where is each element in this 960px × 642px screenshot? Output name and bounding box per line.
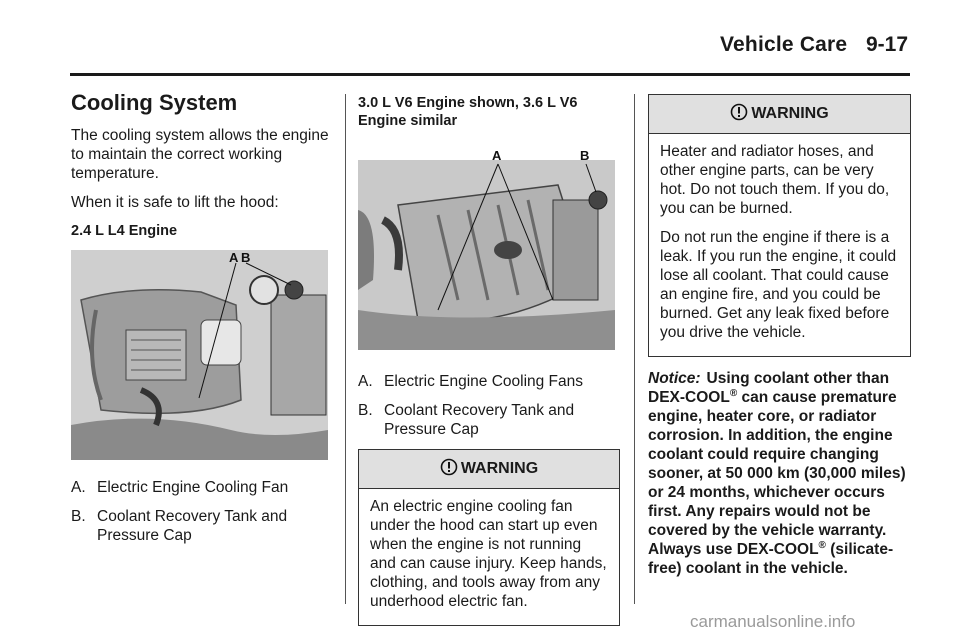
column-divider-1 bbox=[345, 94, 346, 604]
legend-key: A. bbox=[71, 479, 86, 496]
legend-key: A. bbox=[358, 373, 373, 390]
warning-box-fan bbox=[358, 449, 620, 626]
figure-caption: 3.0 L V6 Engine shown, 3.6 L V6 Engine similar bbox=[358, 95, 578, 129]
warning-header bbox=[649, 95, 910, 134]
registered-mark: ® bbox=[818, 539, 826, 551]
notice-text-1: Using coolant other than DEX-COOL bbox=[648, 370, 890, 406]
intro-text: The cooling system allows the engine to maintain the correct working temperature. bbox=[71, 127, 329, 182]
callout-a: A bbox=[229, 250, 239, 265]
warning-body bbox=[359, 489, 619, 625]
warning-text: Do not run the engine if there is a leak. If you run the engine, it could lose all coolant. That could cause an engine fire, and you could be burned. Get any leak fixed before you drive the vehicle. bbox=[660, 229, 897, 341]
callout-b: B bbox=[580, 148, 590, 163]
legend-item bbox=[358, 401, 620, 439]
engine-photo-l4 bbox=[71, 250, 328, 460]
warning-body bbox=[649, 134, 910, 356]
legend-key: B. bbox=[358, 402, 373, 419]
notice-text-3: (silicate-free) coolant in the vehicle. bbox=[648, 541, 894, 577]
page-number: 9-17 bbox=[866, 33, 909, 56]
section-heading: Cooling System bbox=[71, 90, 238, 115]
callout-a: A bbox=[492, 148, 502, 163]
column-2 bbox=[358, 94, 620, 626]
notice-block bbox=[648, 369, 911, 578]
column-divider-2 bbox=[634, 94, 635, 604]
warning-title: WARNING bbox=[751, 105, 829, 122]
warning-text: Heater and radiator hoses, and other engine parts, can be very hot. Do not touch them. If you do, you can be burned. bbox=[660, 143, 890, 217]
legend-text: Coolant Recovery Tank and Pressure Cap bbox=[384, 402, 575, 438]
legend-item bbox=[71, 478, 331, 497]
legend-item bbox=[358, 372, 620, 391]
header-rule bbox=[70, 73, 910, 76]
notice-label: Notice: bbox=[648, 370, 701, 387]
warning-text: An electric engine cooling fan under the hood can start up even when the engine is not running and can cause injury. Keep hands, clothing, and tools away from any underhood electric fan. bbox=[370, 498, 607, 610]
page-header-title: Vehicle Care bbox=[720, 33, 848, 56]
legend-key: B. bbox=[71, 508, 86, 525]
warning-icon bbox=[730, 103, 748, 121]
registered-mark: ® bbox=[729, 387, 738, 399]
engine-photo-v6 bbox=[358, 148, 615, 350]
notice-text-2: can cause premature engine, heater core, or radiator corrosion. In addition, the engine coolant could require changing sooner, at 50 000 km (30,000 miles) or 24 months, whichever occurs first. Any repairs would not be covered by the vehicle warranty. Always use DEX-COOL bbox=[648, 389, 906, 558]
legend-item bbox=[71, 507, 331, 545]
legend-text: Electric Engine Cooling Fan bbox=[97, 479, 289, 496]
watermark: carmanualsonline.info bbox=[690, 612, 856, 631]
column-1 bbox=[71, 90, 331, 555]
warning-header bbox=[359, 450, 619, 489]
when-safe-text: When it is safe to lift the hood: bbox=[71, 194, 279, 211]
warning-box-hot bbox=[648, 94, 911, 357]
warning-title: WARNING bbox=[460, 460, 539, 477]
callout-b: B bbox=[241, 250, 251, 265]
legend-text: Coolant Recovery Tank and Pressure Cap bbox=[97, 508, 288, 544]
column-3 bbox=[648, 94, 911, 578]
legend-text: Electric Engine Cooling Fans bbox=[384, 373, 584, 390]
figure-caption: 2.4 L L4 Engine bbox=[71, 223, 178, 239]
warning-icon bbox=[440, 458, 458, 476]
